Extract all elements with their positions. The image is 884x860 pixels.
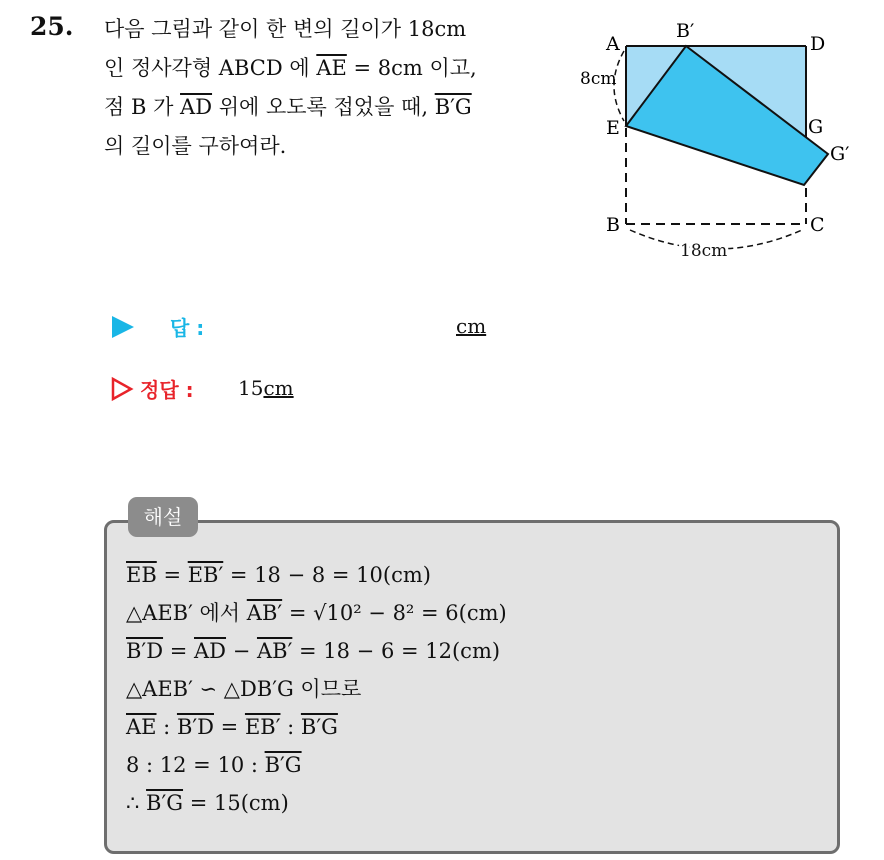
question-text bbox=[104, 10, 574, 166]
seg: B′G bbox=[264, 753, 302, 777]
seg: B′G bbox=[146, 791, 184, 815]
txt: △AEB′ 에서 bbox=[126, 601, 247, 625]
question-line-2 bbox=[104, 49, 574, 88]
txt: = 18 − 6 = 12(cm) bbox=[292, 639, 501, 663]
solution-line-3 bbox=[126, 632, 507, 670]
seg: B′D bbox=[126, 639, 164, 663]
label-d: D bbox=[810, 33, 826, 55]
solution-tab: 해설 bbox=[128, 497, 198, 537]
correct-value bbox=[238, 376, 294, 400]
txt: : bbox=[280, 715, 301, 739]
seg: $\overline{AD}$ bbox=[194, 639, 227, 663]
seg: B′G bbox=[300, 715, 338, 739]
answer-row bbox=[110, 310, 530, 346]
segment-ae: $\overline{AE}$ bbox=[316, 56, 347, 80]
answer-label: 답 : bbox=[170, 316, 205, 340]
txt: ∴ bbox=[126, 791, 147, 815]
solution-line-1 bbox=[126, 556, 507, 594]
txt: = bbox=[156, 563, 188, 587]
question-number: 25. bbox=[30, 12, 74, 41]
solution-line-6 bbox=[126, 746, 507, 784]
seg: EB′ bbox=[244, 715, 281, 739]
seg: $\overline{AE}$ bbox=[126, 715, 157, 739]
label-8cm: 8cm bbox=[580, 69, 617, 89]
text-segment: 위에 오도록 접었을 때, bbox=[212, 95, 435, 119]
txt: △AEB′ ∽ △DB′G 이므로 bbox=[126, 677, 362, 701]
play-outline-icon bbox=[110, 376, 134, 402]
txt: − bbox=[226, 639, 257, 663]
txt: = 18 − 8 = 10(cm) bbox=[223, 563, 431, 587]
text-segment: 인 정사각형 ABCD 에 bbox=[104, 56, 317, 80]
solution-line-4 bbox=[126, 670, 507, 708]
answer-unit: cm bbox=[456, 314, 487, 338]
folded-square-figure bbox=[572, 18, 862, 270]
solution-line-7 bbox=[126, 784, 507, 822]
question-line-3 bbox=[104, 88, 574, 127]
solution-line-5 bbox=[126, 708, 507, 746]
label-b-prime: B′ bbox=[676, 20, 695, 42]
correct-answer-row bbox=[110, 372, 410, 408]
label-a: A bbox=[606, 33, 620, 55]
segment-bg: B′G bbox=[434, 95, 472, 119]
seg: EB′ bbox=[187, 563, 224, 587]
txt: = √10² − 8² = 6(cm) bbox=[282, 601, 507, 625]
segment-ad: $\overline{AD}$ bbox=[180, 95, 213, 119]
label-e: E bbox=[606, 117, 620, 139]
label-g: G bbox=[808, 116, 824, 138]
correct-label: 정답 : bbox=[140, 378, 194, 402]
txt: = 15(cm) bbox=[183, 791, 289, 815]
txt: : bbox=[156, 715, 177, 739]
question-line-4: 의 길이를 구하여라. bbox=[104, 134, 287, 158]
txt: 8 : 12 = 10 : bbox=[126, 753, 265, 777]
question-line-1: 다음 그림과 같이 한 변의 길이가 18cm bbox=[104, 17, 467, 41]
seg: AB′ bbox=[246, 601, 283, 625]
solution-line-2 bbox=[126, 594, 507, 632]
text-segment: 점 B 가 bbox=[104, 95, 181, 119]
correct-unit: cm bbox=[263, 376, 294, 400]
label-b: B bbox=[606, 214, 620, 236]
seg: B′D bbox=[176, 715, 214, 739]
text-segment: = 8cm 이고, bbox=[346, 56, 477, 80]
label-c: C bbox=[810, 214, 825, 236]
label-18cm: 18cm bbox=[680, 241, 728, 261]
correct-number: 15 bbox=[238, 376, 264, 400]
seg: $\overline{EB}$ bbox=[126, 563, 157, 587]
txt: = bbox=[213, 715, 245, 739]
txt: = bbox=[163, 639, 194, 663]
play-icon bbox=[110, 314, 136, 340]
solution-lines bbox=[126, 556, 507, 822]
label-g-prime: G′ bbox=[830, 143, 850, 165]
seg: AB′ bbox=[256, 639, 293, 663]
